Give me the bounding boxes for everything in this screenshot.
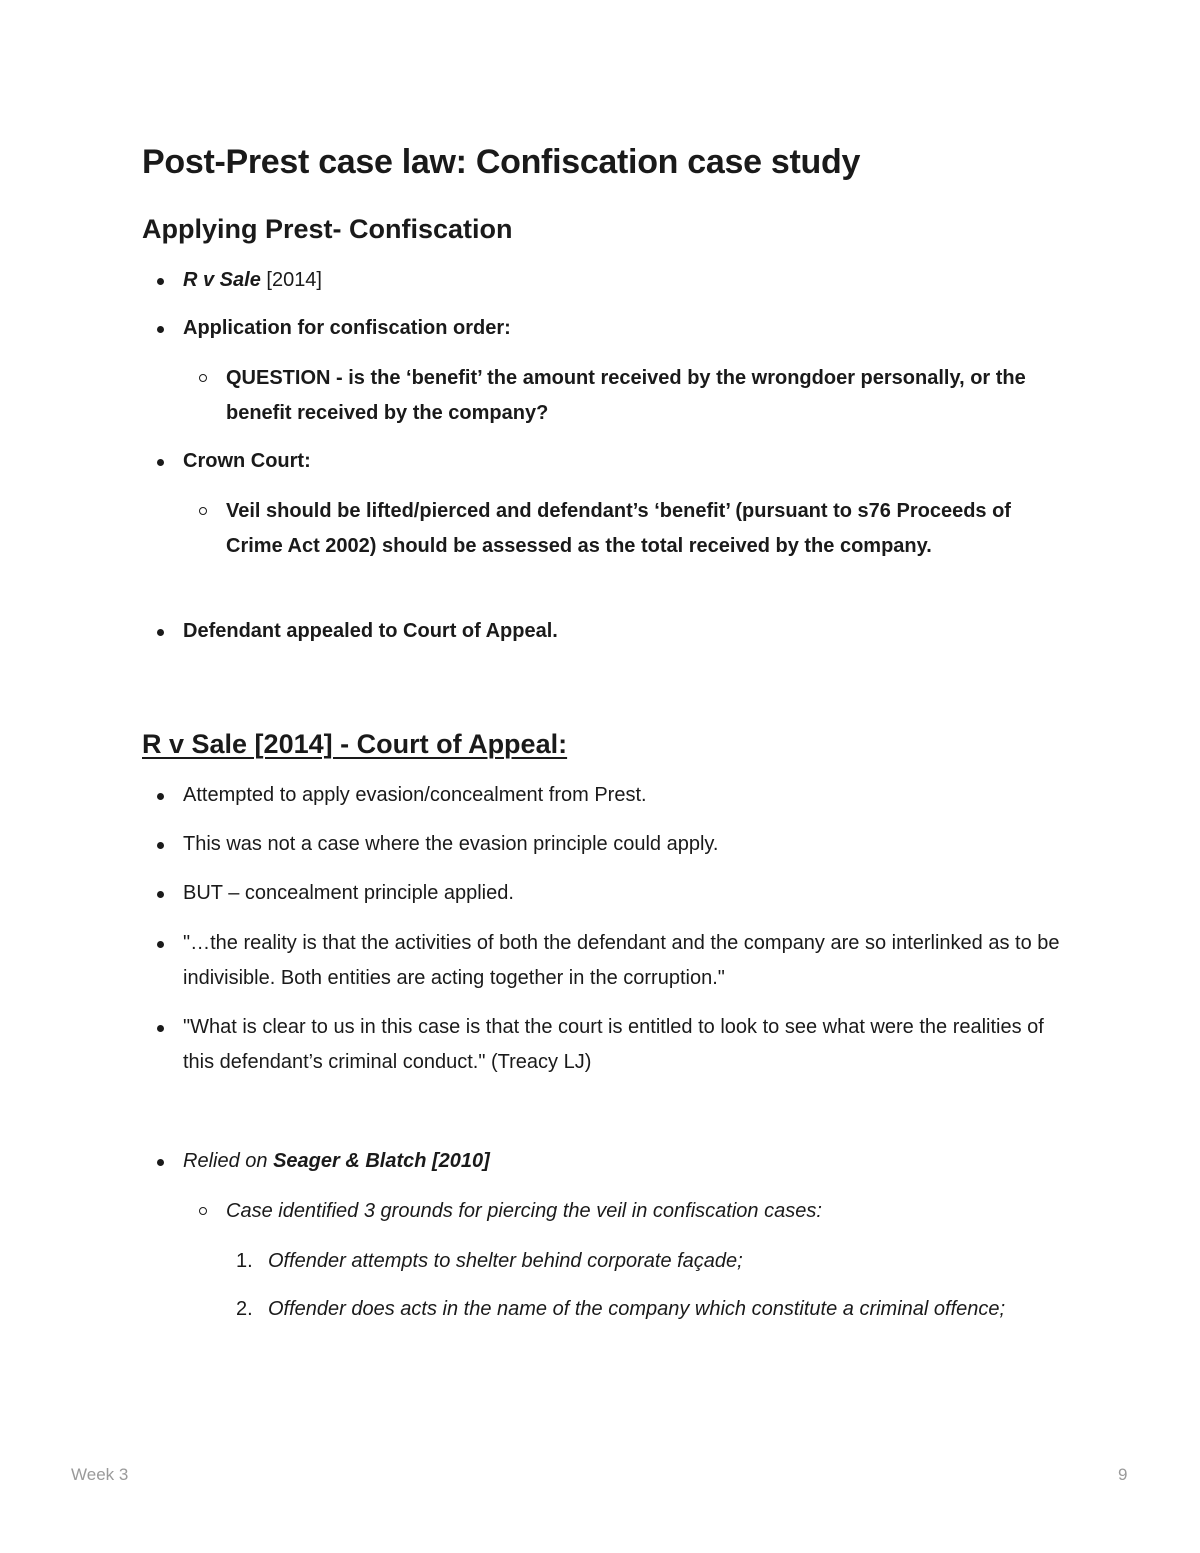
list-item: BUT – concealment principle applied. xyxy=(183,876,1063,911)
list-item-appeal: Defendant appealed to Court of Appeal. xyxy=(183,614,1063,649)
relied-case: Seager & Blatch [2010] xyxy=(273,1150,490,1172)
item-text: Offender attempts to shelter behind corporate façade; xyxy=(268,1250,743,1272)
list-item: Attempted to apply evasion/concealment from Prest. xyxy=(183,778,1063,813)
sub-item-veil: Veil should be lifted/pierced and defendant’s ‘benefit’ (pursuant to s76 Proceeds of Crime Act 2002) should be assessed as the total received by the company. xyxy=(226,494,1066,564)
numbered-item xyxy=(236,1292,1058,1327)
relied-prefix: Relied on xyxy=(183,1150,274,1172)
list-item-case xyxy=(183,263,1063,298)
section-heading-court-of-appeal: R v Sale [2014] - Court of Appeal: xyxy=(142,729,568,759)
page-title: Post-Prest case law: Confiscation case study xyxy=(142,143,861,181)
item-number: 2. xyxy=(236,1298,253,1320)
numbered-item xyxy=(236,1244,1058,1279)
item-text: Offender does acts in the name of the company which constitute a criminal offence; xyxy=(268,1298,1006,1320)
case-name: R v Sale xyxy=(183,269,261,291)
list-item-relied-on xyxy=(183,1144,1063,1179)
sub-item-question: QUESTION - is the ‘benefit’ the amount received by the wrongdoer personally, or the benefit received by the company? xyxy=(226,361,1066,431)
sub-item-grounds: Case identified 3 grounds for piercing the veil in confiscation cases: xyxy=(226,1194,1066,1229)
list-item: This was not a case where the evasion principle could apply. xyxy=(183,827,1063,862)
footer-week: Week 3 xyxy=(71,1465,129,1484)
list-item-crown-court: Crown Court: xyxy=(183,444,1063,479)
list-item-quote: "…the reality is that the activities of both the defendant and the company are so interlinked as to be indivisible. Both entities are acting together in the corruption." xyxy=(183,926,1063,996)
case-year: [2014] xyxy=(260,269,322,291)
list-item-application: Application for confiscation order: xyxy=(183,311,1063,346)
page-number: 9 xyxy=(1118,1465,1128,1484)
list-item-quote: "What is clear to us in this case is that the court is entitled to look to see what were the realities of this defendant’s criminal conduct." (Treacy LJ) xyxy=(183,1010,1063,1080)
item-number: 1. xyxy=(236,1250,253,1272)
section-heading-applying-prest: Applying Prest- Confiscation xyxy=(142,214,513,244)
